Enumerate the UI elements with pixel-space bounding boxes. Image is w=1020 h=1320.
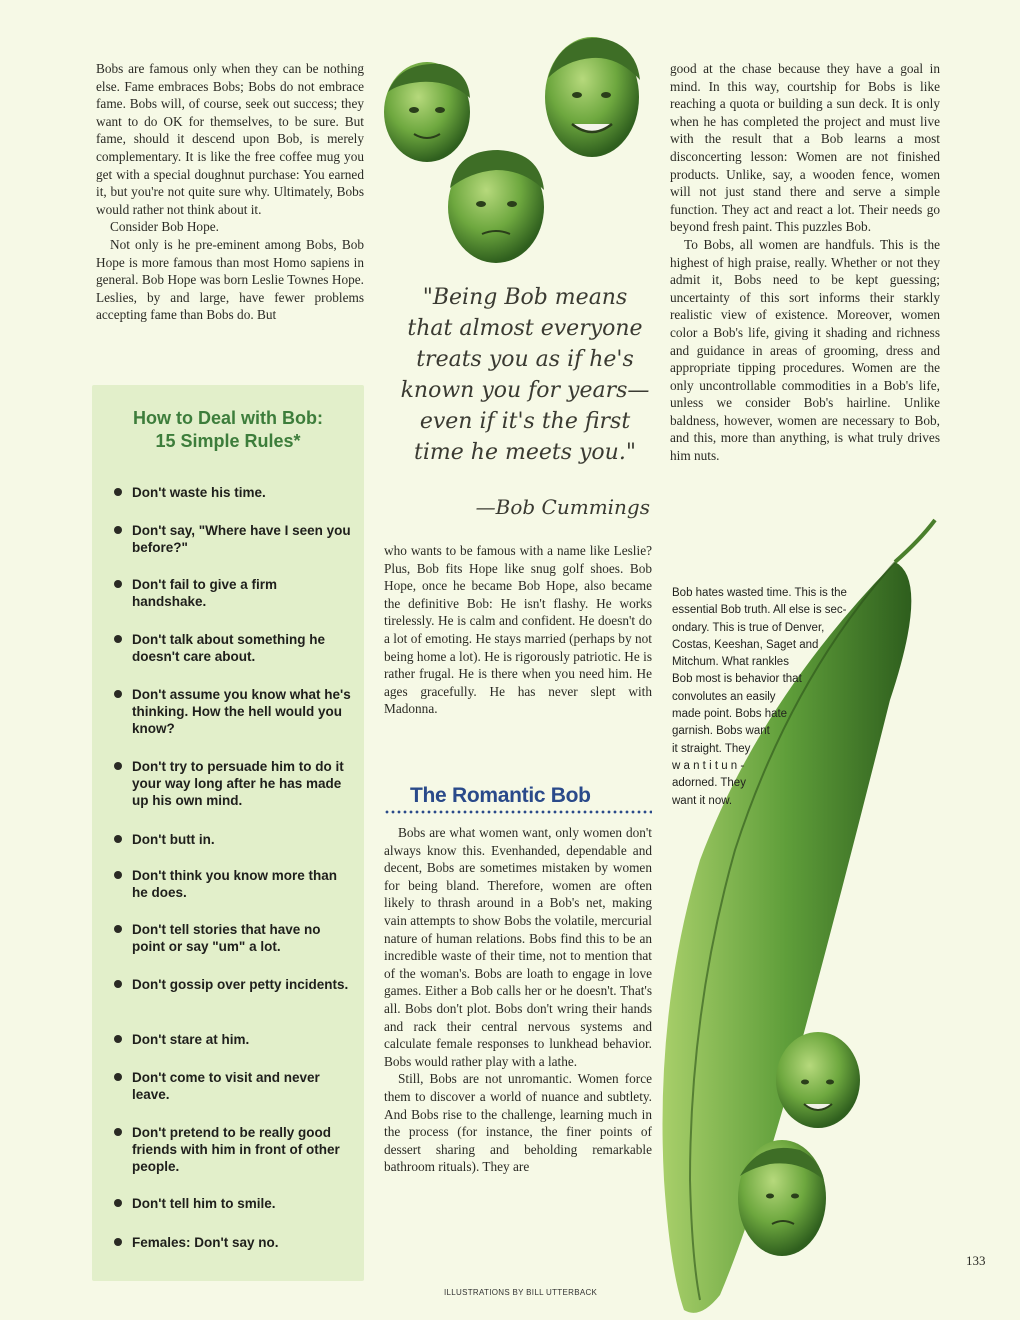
caption-line: Bob most is behavior that: [672, 673, 802, 686]
pull-quote: "Being Bob means that almost everyone treats you as if he's known you for years—even if it's the first time he meets you.": [400, 285, 650, 465]
caption-line: adorned. They: [672, 777, 746, 790]
bullet-icon: [114, 690, 122, 698]
rules-title-line: How to Deal with Bob:: [133, 408, 323, 428]
caption-line: ondary. This is true of Denver,: [672, 621, 825, 634]
bullet-icon: [114, 925, 122, 933]
body-paragraph: Bobs are what women want, only women don't always know this. Evenhanded, dependable and decent, Bobs are sometimes mistaken by women for being bland. Therefore, women are often likely to thrash around in a Bob's net, making vain attempts to show Bobs the volatile, mercurial nature of human relations. Bobs find this to be an incredible waste of their time, not to mention that of the woman's. Bobs are loath to engage in love games. Either a Bob calls her or he doesn't. That's all. Bobs don't plot. Bobs don't wring their hands and rack their central nervous systems and calculate female responses to lunkhead behavior. Bobs would rather play with a lathe.: [384, 825, 652, 1069]
rule-text: Don't talk about something he doesn't care about.: [132, 632, 325, 664]
caption-line: made point. Bobs hate: [672, 708, 788, 721]
right-column: [670, 60, 940, 465]
pod-caption: [672, 585, 912, 810]
body-paragraph: good at the chase because they have a goal in mind. In this way, courtship for Bobs is like reaching a quota or building a sun deck. It is only when he has completed the project and must live with the result that a Bob learns a most disconcerting lesson: Women are not finished products. Unlike, say, a wooden fence, women will not just stand there and serve a simple function. They act and react a lot. Their needs go beyond fresh paint. This puzzles Bob.: [670, 61, 940, 235]
rule-text: Don't come to visit and never leave.: [132, 1070, 320, 1102]
rule-item: [114, 522, 352, 556]
rules-title-line: 15 Simple Rules*: [155, 431, 301, 451]
rule-item: [114, 1195, 352, 1212]
caption-line: w a n t i t u n -: [672, 759, 745, 772]
body-paragraph: who wants to be famous with a name like Leslie? Plus, Bob fits Hope like snug golf shoes. Bob Hope, once he became Bob Hope, also became the definitive Bob: He isn't flashy. He works tirelessly. He is calm and confident. He doesn't do a lot of emoting. He stays married (perhaps by not being home a lot). He is rigorously patriotic. He is rather frugal. He is there when you need him. He ages gracefully. He has never slept with Madonna.: [384, 543, 652, 717]
caption-line: it straight. They: [672, 742, 751, 755]
body-paragraph: Bobs are famous only when they can be nothing else. Fame embraces Bobs; Bobs do not embrace fame. Bobs will, of course, seek out success; they want to do OK for themselves, to be sure. But fame, should it descend upon Bob, is merely complementary. It is like the free coffee mug you get with a special doughnut purchase: You earned it, but you're not quite sure why. Ultimately, Bobs would rather not think about it.: [96, 61, 364, 217]
rule-item: [114, 686, 352, 737]
page-number: 133: [966, 1253, 986, 1268]
bullet-icon: [114, 871, 122, 879]
bullet-icon: [114, 762, 122, 770]
rules-sidebar: [92, 385, 364, 1281]
caption-line: Costas, Keeshan, Saget and: [672, 638, 819, 651]
pod-pea-head-1: [776, 1032, 860, 1128]
rules-title: [92, 407, 364, 453]
body-paragraph: Consider Bob Hope.: [110, 219, 219, 235]
bullet-icon: [114, 1199, 122, 1207]
middle-column: [384, 542, 652, 718]
left-column: [96, 60, 364, 324]
caption-line: want it now.: [672, 794, 733, 807]
rule-item: [114, 576, 352, 610]
rule-text: Females: Don't say no.: [132, 1235, 279, 1250]
caption-line: essential Bob truth. All else is sec-: [672, 604, 847, 617]
rule-text: Don't fail to give a firm handshake.: [132, 577, 277, 609]
caption-line: Mitchum. What rankles: [672, 656, 789, 669]
rule-item: [114, 867, 352, 901]
rule-text: Don't pretend to be really good friends with him in front of other people.: [132, 1125, 340, 1174]
bullet-icon: [114, 526, 122, 534]
caption-line: Bob hates wasted time. This is the: [672, 587, 847, 599]
rule-item: [114, 1234, 352, 1251]
rule-item: [114, 1031, 352, 1048]
bullet-icon: [114, 580, 122, 588]
rule-text: Don't tell stories that have no point or say "um" a lot.: [132, 922, 321, 954]
bullet-icon: [114, 1238, 122, 1246]
rule-item: [114, 758, 352, 809]
pea-head-center: [448, 150, 544, 263]
rule-item: [114, 1124, 352, 1175]
rule-text: Don't try to persuade him to do it your way long after he has made up his own mind.: [132, 759, 344, 808]
rule-text: Don't tell him to smile.: [132, 1196, 276, 1211]
body-paragraph: Not only is he pre-eminent among Bobs, Bob Hope is more famous than most Homo sapiens in general. Bob Hope was born Leslie Townes Hope. Leslies, by and large, have fewer problems accepting fame than Bobs do. But: [96, 236, 364, 323]
rule-item: [114, 921, 352, 955]
body-paragraph: Still, Bobs are not unromantic. Women force them to discover a world of nuance and subtlety. And Bobs rise to the challenge, learning much in the process (for instance, the finer points of dessert sharing and beholding remarkable bathroom rituals). They are: [384, 1071, 652, 1175]
bullet-icon: [114, 1073, 122, 1081]
romantic-bob-section: [384, 824, 652, 1176]
rule-item: [114, 976, 352, 993]
heading-dotted-rule: [384, 810, 652, 814]
rule-text: Don't gossip over petty incidents.: [132, 977, 349, 992]
pea-head-left: [384, 62, 470, 162]
rule-item: [114, 831, 352, 848]
body-paragraph: To Bobs, all women are handfuls. This is the highest of high praise, really. Whether or not they admit it, Bobs need to be kept guessing; uncertainty of this sort informs their starkly realistic view of existence. Moreover, women color a Bob's life, giving it shading and richness and guidance in areas of grooming, dress and appropriate tipping procedures. Women are the only uncontrollable commodities in a Bob's life, unless we consider Bob's hairline. Unlike baldness, however, women are necessary to Bob, and this, more than anything, is what truly drives him nuts.: [670, 236, 940, 464]
bullet-icon: [114, 488, 122, 496]
section-heading: The Romantic Bob: [410, 784, 591, 807]
illustration-credits: ILLUSTRATIONS BY BILL UTTERBACK: [444, 1288, 598, 1297]
rule-text: Don't butt in.: [132, 832, 215, 847]
pea-head-right: [545, 37, 640, 157]
bullet-icon: [114, 1128, 122, 1136]
rule-item: [114, 484, 352, 501]
caption-line: convolutes an easily: [672, 690, 776, 703]
rule-text: Don't assume you know what he's thinking. How the hell would you know?: [132, 687, 351, 736]
bullet-icon: [114, 835, 122, 843]
bullet-icon: [114, 635, 122, 643]
rule-item: [114, 1069, 352, 1103]
bullet-icon: [114, 1035, 122, 1043]
pull-quote-attribution: —Bob Cummings: [475, 495, 650, 519]
rule-text: Don't stare at him.: [132, 1032, 250, 1047]
caption-line: garnish. Bobs want: [672, 725, 770, 738]
rule-text: Don't say, "Where have I seen you before?": [132, 523, 351, 555]
rule-item: [114, 631, 352, 665]
rule-text: Don't waste his time.: [132, 485, 266, 500]
rule-text: Don't think you know more than he does.: [132, 868, 337, 900]
bullet-icon: [114, 980, 122, 988]
